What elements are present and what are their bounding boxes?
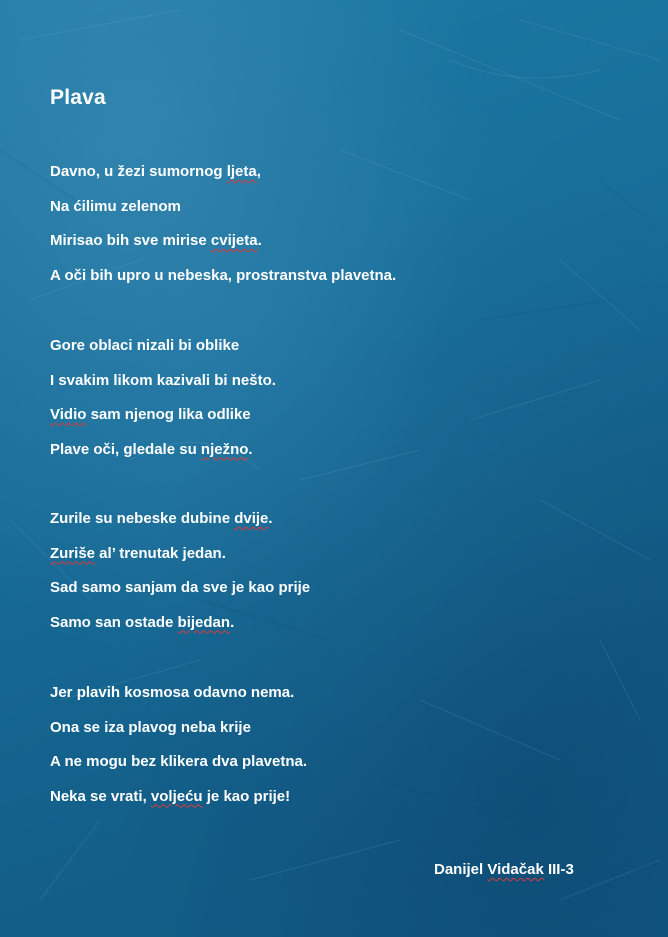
line-text: Davno, u žezi sumornog — [50, 163, 227, 180]
line-text: Jer plavih kosmosa odavno nema. — [50, 684, 295, 701]
poem-line — [50, 162, 396, 197]
stanza — [50, 162, 396, 300]
author-name-first: Danijel — [434, 861, 488, 878]
line-text: . — [257, 232, 262, 249]
spellcheck-flagged-word: volјeću — [150, 787, 203, 805]
stanza — [50, 336, 276, 474]
line-text: . — [268, 510, 273, 527]
line-text: . — [230, 613, 235, 631]
spellcheck-flagged-word: bijedan — [177, 613, 231, 631]
line-text: I svakim likom kazivali bi nešto. — [50, 371, 276, 389]
poem-line — [50, 683, 307, 718]
poem-line — [50, 231, 396, 266]
poem-line — [50, 336, 276, 371]
poem-line — [50, 578, 310, 613]
poem-line — [50, 613, 310, 648]
poem-line — [50, 266, 396, 301]
line-text: , — [256, 163, 261, 180]
stanza — [50, 683, 307, 821]
poem-line — [50, 440, 276, 475]
line-text: Gore oblaci nizali bi oblike — [50, 337, 240, 354]
spellcheck-flagged-word: nježno — [200, 440, 249, 458]
poem-line — [50, 405, 276, 440]
poem-line — [50, 197, 396, 232]
spellcheck-flagged-word: Zuriše — [50, 544, 96, 562]
line-text: Na ćilimu zelenom — [50, 197, 181, 215]
poem-line — [50, 787, 307, 822]
author-class: III-3 — [543, 861, 574, 878]
spellcheck-flagged-word: Vidio — [50, 406, 87, 423]
spellcheck-flagged-word: dvije — [234, 510, 269, 527]
poem-line — [50, 718, 307, 753]
line-text: Samo san ostade — [50, 613, 178, 631]
line-text: Plave oči, gledale su — [50, 440, 201, 458]
poem-title: Plava — [50, 86, 106, 109]
line-text: Sad samo sanjam da sve je kao prije — [50, 579, 311, 596]
author-surname: Vidačak — [487, 861, 544, 878]
line-text: je kao prije! — [202, 787, 291, 805]
line-text: al’ trenutak jedan. — [95, 544, 226, 562]
line-text: Mirisao bih sve mirise — [50, 232, 211, 249]
poem-line — [50, 544, 310, 579]
author-signature — [434, 861, 574, 878]
stanza — [50, 509, 310, 647]
line-text: . — [248, 440, 253, 458]
line-text: Ona se iza plavog neba krije — [50, 718, 251, 736]
line-text: A oči bih upro u nebeska, prostranstva plavetna. — [50, 266, 397, 284]
spellcheck-flagged-word: ljeta — [226, 163, 257, 180]
poem-line — [50, 371, 276, 406]
spellcheck-flagged-word: cvijeta — [210, 232, 258, 249]
poem-line — [50, 752, 307, 787]
line-text: sam njenog lika odlike — [86, 406, 251, 423]
line-text: Zurile su nebeske dubine — [50, 510, 235, 527]
poem-line — [50, 509, 310, 544]
line-text: Neka se vrati, — [50, 787, 151, 805]
line-text: A ne mogu bez klikera dva plavetna. — [50, 753, 308, 770]
